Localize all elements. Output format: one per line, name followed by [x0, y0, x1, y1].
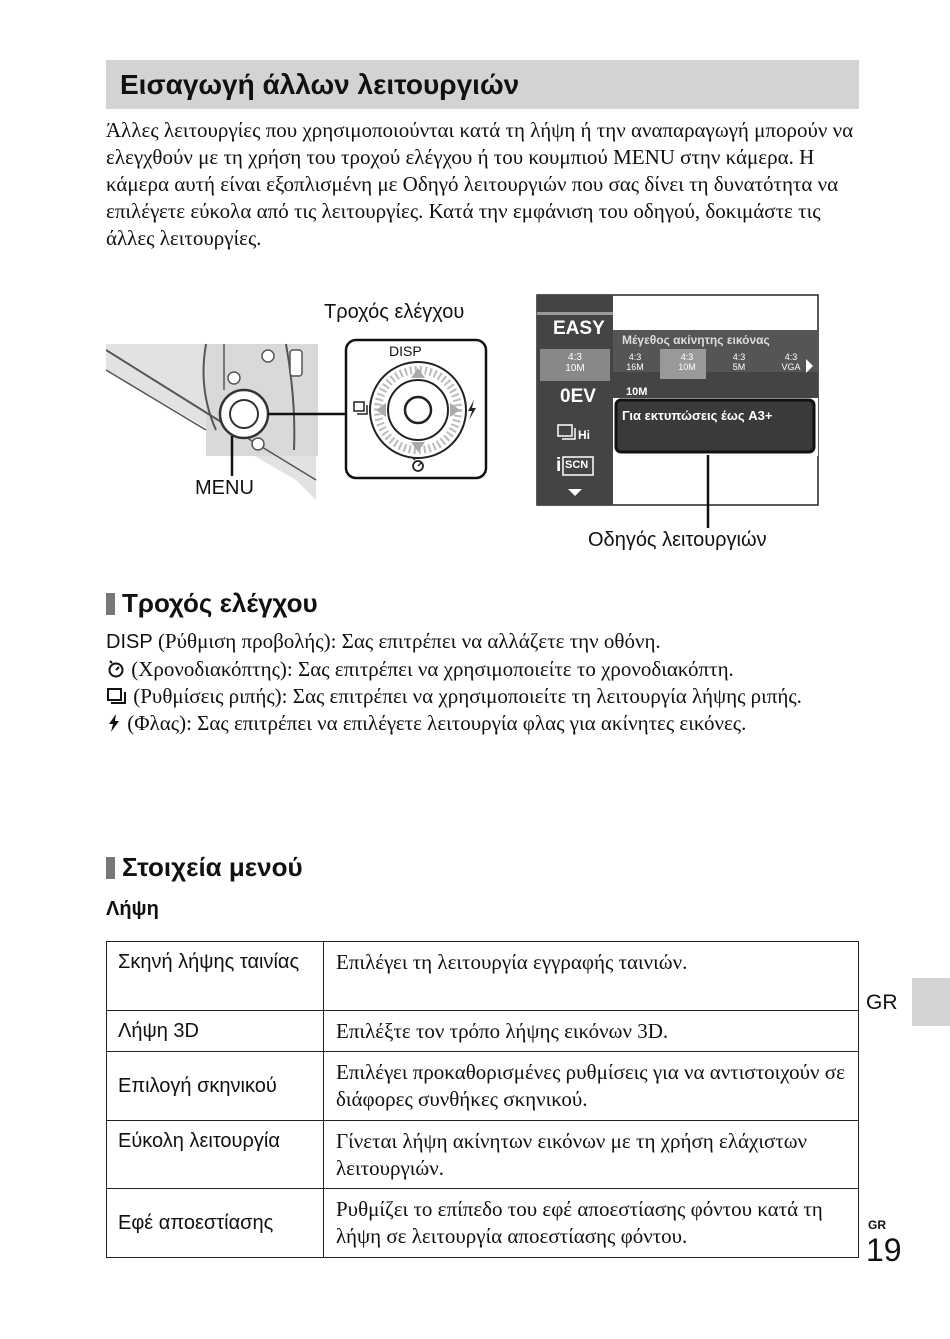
menu-item-name: Σκηνή λήψης ταινίας — [107, 942, 324, 1011]
screen-i-icon: i — [556, 455, 562, 476]
footer-language-label: GR — [868, 1218, 886, 1232]
screen-ev-label: 0EV — [560, 386, 596, 407]
function-guide-label: Οδηγός λειτουργιών — [588, 529, 767, 551]
wheel-item-timer: (Χρονοδιακόπτης): Σας επιτρέπει να χρησιμοποιείτε το χρονοδιακόπτη. — [106, 657, 734, 681]
menu-item-desc: Επιλέγει προκαθορισμένες ρυθμίσεις για να αντιστοιχούν σε διάφορες συνθήκες σκηνικού. — [324, 1052, 859, 1121]
menu-label: MENU — [195, 477, 254, 499]
language-side-label: GR — [866, 991, 898, 1014]
wheel-item-disp: DISP (Ρύθμιση προβολής): Σας επιτρέπει να αλλάζετε την οθόνη. — [106, 629, 661, 653]
menu-item-desc: Επιλέγει τη λειτουργία εγγραφής ταινιών. — [324, 942, 859, 1011]
section-marker — [106, 857, 115, 879]
size-option: 4:3 VGA — [781, 352, 801, 372]
wheel-item-flash: (Φλας): Σας επιτρέπει να επιλέγετε λειτουργία φλας για ακίνητες εικόνες. — [106, 711, 746, 735]
control-wheel-heading-text: Τροχός ελέγχου — [122, 588, 318, 618]
menu-item-name: Λήψη 3D — [107, 1011, 324, 1052]
screen-easy-label: EASY — [553, 318, 605, 339]
burst-icon — [106, 686, 128, 706]
menu-items-heading — [106, 852, 303, 883]
table-row — [107, 1121, 859, 1189]
table-row — [107, 1011, 859, 1052]
disp-label: DISP — [389, 343, 422, 359]
size-option: 4:3 5M — [732, 352, 746, 372]
section-marker — [106, 593, 115, 615]
menu-item-desc: Ρυθμίζει το επίπεδο του εφέ αποεστίασης φόντου κατά τη λήψη σε λειτουργία αποεστίασης φόντου. — [324, 1189, 859, 1258]
menu-item-desc: Επιλέξτε τον τρόπο λήψης εικόνων 3D. — [324, 1011, 859, 1052]
control-wheel-description — [106, 628, 866, 737]
shooting-subheading: Λήψη — [106, 898, 159, 920]
size-option: 4:3 10M — [678, 352, 696, 372]
menu-item-name: Εφέ αποεστίασης — [107, 1189, 324, 1258]
page-number: 19 — [866, 1232, 902, 1268]
screen-hi-label: Hi — [578, 428, 590, 442]
screen-ratio-icon: 4:3 10M — [565, 352, 585, 374]
screen-scn-label: SCN — [565, 459, 589, 471]
self-timer-icon — [106, 659, 126, 679]
screen-selected-size: 10M — [626, 386, 648, 398]
size-option: 4:3 16M — [626, 352, 644, 372]
wheel-item-burst: (Ρυθμίσεις ριπής): Σας επιτρέπει να χρησιμοποιείτε τη λειτουργία λήψης ριπής. — [106, 684, 802, 708]
page-title: Εισαγωγή άλλων λειτουργιών — [120, 69, 520, 100]
table-row — [107, 942, 859, 1011]
menu-items-table — [106, 941, 859, 1258]
intro-paragraph: Άλλες λειτουργίες που χρησιμοποιούνται κατά τη λήψη ή την αναπαραγωγή μπορούν να ελεγχθούν με τη χρήση του τροχού ελέγχου ή του κουμπιού MENU στην κάμερα. Η κάμερα αυτή είναι εξοπλισμένη με Οδηγό λειτουργιών που σας δίνει τη δυνατότητα να επιλέγετε εύκολα από τις λειτουργίες. Κατά την εμφάνιση του οδηγού, δοκιμάστε τις άλλες λειτουργίες. — [106, 118, 854, 250]
menu-item-name: Εύκολη λειτουργία — [107, 1121, 324, 1189]
page-title-bar — [106, 60, 859, 109]
flash-icon — [106, 713, 122, 733]
table-row — [107, 1189, 859, 1258]
screen-guide-text: Για εκτυπώσεις έως A3+ — [622, 408, 773, 423]
camera-illustration — [106, 330, 506, 510]
screen-menu-title: Μέγεθος ακίνητης εικόνας — [622, 333, 770, 347]
menu-item-desc: Γίνεται λήψη ακίνητων εικόνων με τη χρήση ελάχιστων λειτουργιών. — [324, 1121, 859, 1189]
control-wheel-heading — [106, 588, 318, 619]
menu-items-heading-text: Στοιχεία μενού — [122, 852, 303, 882]
table-row — [107, 1052, 859, 1121]
menu-item-name: Επιλογή σκηνικού — [107, 1052, 324, 1121]
language-side-tab — [912, 978, 950, 1026]
control-wheel-label: Τροχός ελέγχου — [324, 301, 465, 323]
screen-size-options — [618, 352, 808, 372]
